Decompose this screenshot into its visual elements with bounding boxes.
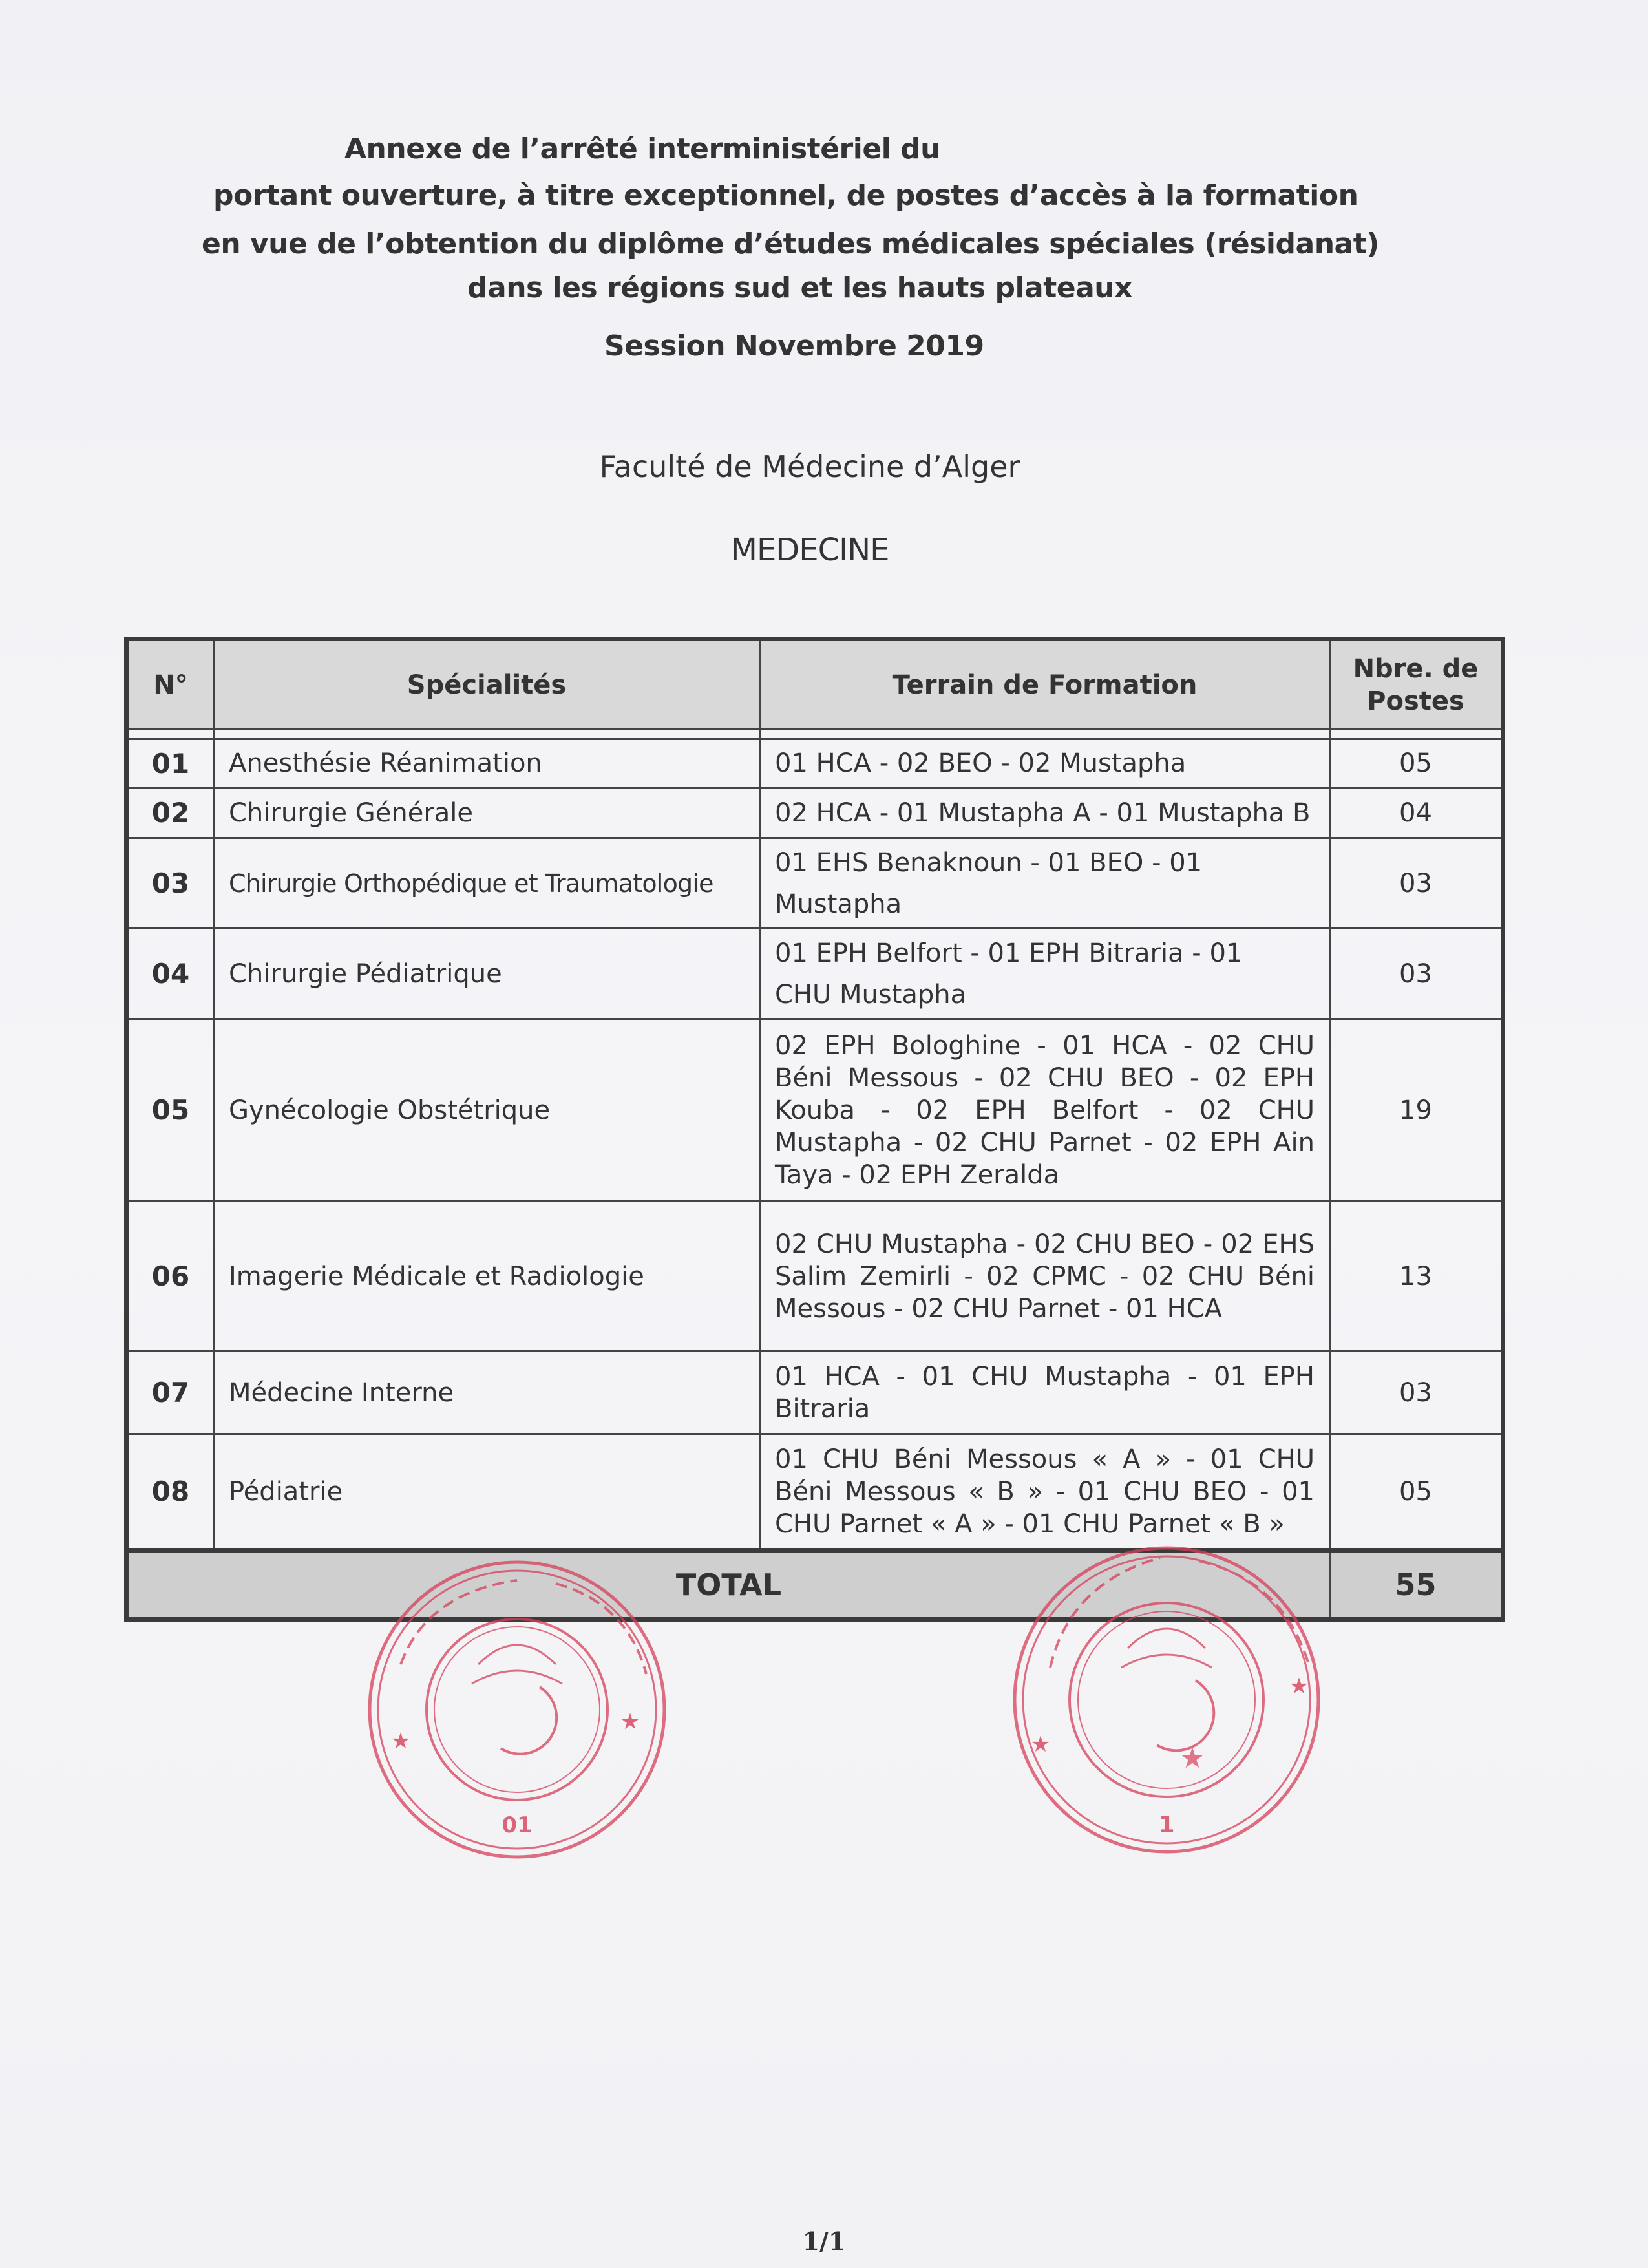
table-row xyxy=(127,788,1503,838)
left-stamp-number: 01 xyxy=(502,1812,533,1838)
row-specialite: Chirurgie Pédiatrique xyxy=(214,929,760,1019)
row-number: 03 xyxy=(127,838,214,929)
row-terrain: 02 HCA - 01 Mustapha A - 01 Mustapha B xyxy=(760,788,1330,838)
row-specialite: Gynécologie Obstétrique xyxy=(214,1019,760,1202)
table-row xyxy=(127,838,1503,929)
header-line-3: en vue de l’obtention du diplôme d’études médicales spéciales (résidanat) xyxy=(202,228,1379,260)
table-row xyxy=(127,929,1503,1019)
col-header-specialites: Spécialités xyxy=(214,639,760,730)
row-number: 06 xyxy=(127,1202,214,1351)
col-header-num: N° xyxy=(127,639,214,730)
row-postes: 19 xyxy=(1330,1019,1503,1202)
row-specialite: Chirurgie Générale xyxy=(214,788,760,838)
row-postes: 13 xyxy=(1330,1202,1503,1351)
table-row xyxy=(127,1019,1503,1202)
svg-text:★: ★ xyxy=(1030,1732,1051,1757)
svg-text:★: ★ xyxy=(620,1710,640,1734)
table-row xyxy=(127,1351,1503,1434)
row-number: 08 xyxy=(127,1434,214,1551)
row-postes: 03 xyxy=(1330,929,1503,1019)
row-terrain: 01 HCA - 02 BEO - 02 Mustapha xyxy=(760,739,1330,788)
row-number: 02 xyxy=(127,788,214,838)
row-number: 01 xyxy=(127,739,214,788)
row-specialite: Anesthésie Réanimation xyxy=(214,739,760,788)
row-postes: 03 xyxy=(1330,1351,1503,1434)
row-terrain: 01 CHU Béni Messous « A » - 01 CHU Béni Messous « B » - 01 CHU BEO - 01 CHU Parnet « A » - 01 CHU Parnet « B » xyxy=(760,1434,1330,1551)
col-header-postes: Nbre. de Postes xyxy=(1330,639,1503,730)
total-label: TOTAL xyxy=(127,1551,1330,1620)
section-title: MEDECINE xyxy=(730,532,889,568)
row-terrain: 02 EPH Bologhine - 01 HCA - 02 CHU Béni Messous - 02 CHU BEO - 02 EPH Kouba - 02 EPH Belfort - 02 CHU Mustapha - 02 CHU Parnet - 02 EPH Ain Taya - 02 EPH Zeralda xyxy=(760,1019,1330,1202)
row-postes: 03 xyxy=(1330,838,1503,929)
row-terrain: 02 CHU Mustapha - 02 CHU BEO - 02 EHS Salim Zemirli - 02 CPMC - 02 CHU Béni Messous - 02 CHU Parnet - 01 HCA xyxy=(760,1202,1330,1351)
row-number: 07 xyxy=(127,1351,214,1434)
col-header-terrain: Terrain de Formation xyxy=(760,639,1330,730)
table-row xyxy=(127,1202,1503,1351)
table-row xyxy=(127,739,1503,788)
row-postes: 04 xyxy=(1330,788,1503,838)
header-line-4: dans les régions sud et les hauts plateaux xyxy=(467,271,1133,304)
row-terrain: 01 HCA - 01 CHU Mustapha - 01 EPH Bitraria xyxy=(760,1351,1330,1434)
right-official-stamp xyxy=(1005,1538,1328,1861)
header-line-2: portant ouverture, à titre exceptionnel, de postes d’accès à la formation xyxy=(213,179,1358,212)
left-official-stamp xyxy=(362,1554,672,1865)
row-number: 05 xyxy=(127,1019,214,1202)
table-row xyxy=(127,1434,1503,1551)
total-value: 55 xyxy=(1330,1551,1503,1620)
right-stamp-number: 1 xyxy=(1158,1812,1175,1838)
row-postes: 05 xyxy=(1330,739,1503,788)
row-postes: 05 xyxy=(1330,1434,1503,1551)
svg-text:★: ★ xyxy=(1289,1674,1309,1699)
row-number: 04 xyxy=(127,929,214,1019)
row-terrain: 01 EHS Benaknoun - 01 BEO - 01 Mustapha xyxy=(760,838,1330,929)
svg-text:★: ★ xyxy=(1179,1743,1205,1774)
table-header-row xyxy=(127,639,1503,730)
row-specialite: Imagerie Médicale et Radiologie xyxy=(214,1202,760,1351)
row-specialite: Médecine Interne xyxy=(214,1351,760,1434)
svg-text:★: ★ xyxy=(390,1729,411,1754)
page-number: 1/1 xyxy=(802,2227,846,2256)
row-terrain: 01 EPH Belfort - 01 EPH Bitraria - 01 CHU Mustapha xyxy=(760,929,1330,1019)
row-specialite: Pédiatrie xyxy=(214,1434,760,1551)
session-title: Session Novembre 2019 xyxy=(604,330,984,363)
postes-table xyxy=(124,637,1505,1622)
row-specialite: Chirurgie Orthopédique et Traumatologie xyxy=(214,838,760,929)
table-spacer xyxy=(127,730,1503,739)
faculty-title: Faculté de Médecine d’Alger xyxy=(599,449,1020,484)
header-line-1: Annexe de l’arrêté interministériel du xyxy=(344,132,940,165)
